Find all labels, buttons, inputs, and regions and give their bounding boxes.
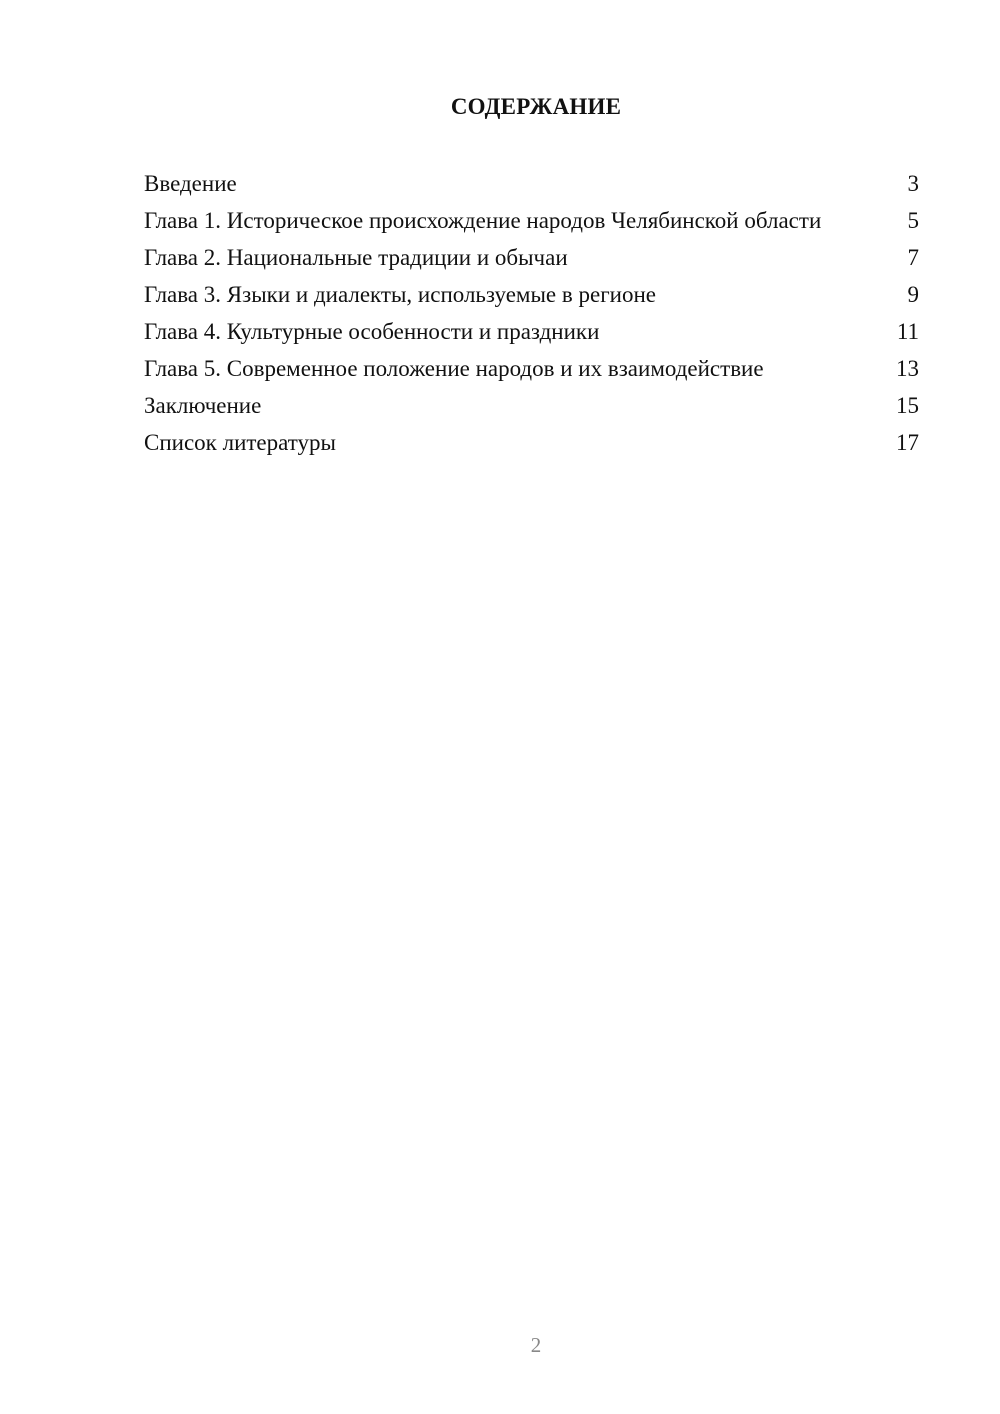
toc-entry-introduction (144, 170, 919, 198)
table-of-contents (144, 170, 919, 466)
toc-entry-chapter-5 (144, 355, 919, 383)
toc-entry-chapter-2 (144, 244, 919, 272)
toc-entry-references (144, 429, 919, 457)
toc-entry-conclusion (144, 392, 919, 420)
toc-entry-label: Введение (144, 171, 237, 196)
toc-entry-chapter-4 (144, 318, 919, 346)
toc-entry-page: 7 (907, 245, 919, 270)
toc-entry-chapter-3 (144, 281, 919, 309)
toc-entry-label: Глава 1. Историческое происхождение народов Челябинской области (144, 208, 822, 233)
toc-entry-page: 3 (907, 171, 919, 196)
toc-entry-page: 11 (896, 319, 919, 344)
toc-entry-page: 5 (907, 208, 919, 233)
toc-entry-page: 13 (896, 356, 919, 381)
toc-entry-page: 17 (896, 430, 919, 455)
toc-entry-label: Список литературы (144, 430, 336, 455)
toc-entry-label: Глава 5. Современное положение народов и их взаимодействие (144, 356, 764, 381)
toc-entry-page: 15 (896, 393, 919, 418)
toc-entry-chapter-1 (144, 207, 919, 235)
toc-entry-label: Заключение (144, 393, 262, 418)
toc-entry-label: Глава 3. Языки и диалекты, используемые в регионе (144, 282, 656, 307)
page-title: СОДЕРЖАНИЕ (450, 94, 622, 119)
page-number: 2 (530, 1333, 542, 1357)
toc-entry-label: Глава 2. Национальные традиции и обычаи (144, 245, 568, 270)
toc-entry-label: Глава 4. Культурные особенности и праздники (144, 319, 600, 344)
toc-entry-page: 9 (907, 282, 919, 307)
